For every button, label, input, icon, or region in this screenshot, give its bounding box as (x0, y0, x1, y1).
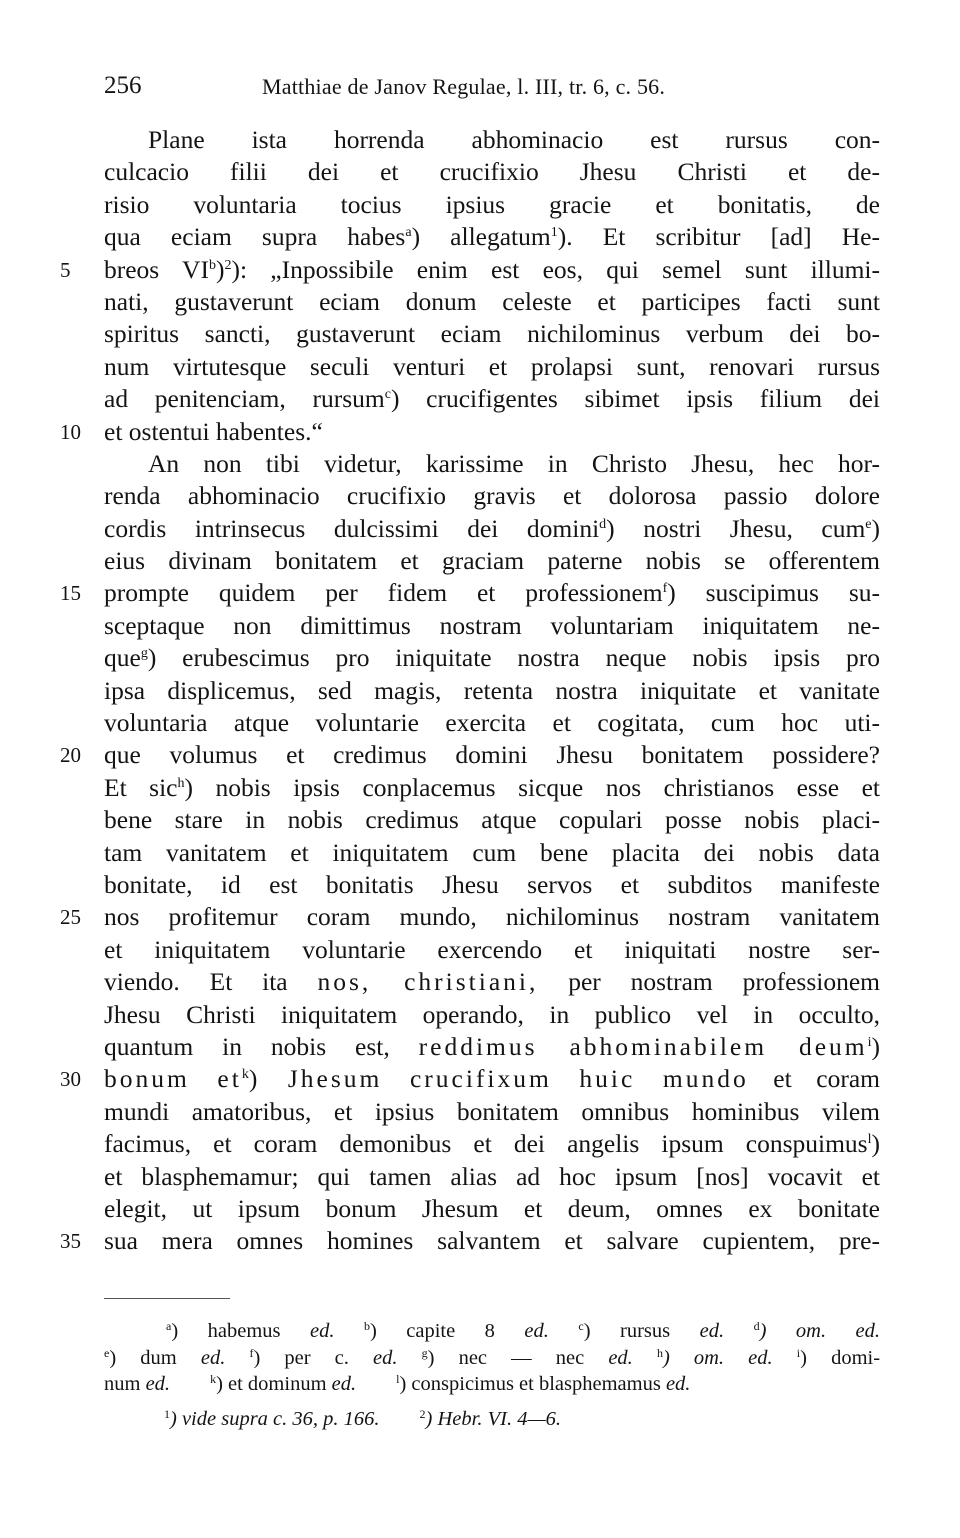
text-line: nati, gustaverunt eciam donum celeste et participes facti sunt (104, 286, 880, 316)
text-line: spiritus sancti, gustaverunt eciam nichilominus verbum dei bo- (104, 319, 880, 349)
spaced-emphasis: bonum et (104, 1064, 242, 1094)
line-number: 25 (60, 905, 81, 930)
spaced-emphasis: reddimus abhominabilem deum (418, 1031, 868, 1061)
variant-marker: e (865, 516, 872, 532)
running-head: Matthiae de Janov Regulae, l. III, tr. 6, c. 56. (262, 74, 666, 99)
variant-marker: l (867, 1132, 872, 1148)
text-line: bonitate, id est bonitatis Jhesu servos et subditos manifeste (104, 869, 880, 899)
line-number: 5 (60, 257, 71, 282)
text-line: 20 que volumus et credimus domini Jhesu bonitatem possidere? (104, 739, 880, 771)
apparatus-line: $^e$) dum ed. $^f$) per c. ed. $^g$) nec — nec ed. $^h$) om. ed. $^i$) domi- (104, 1345, 881, 1369)
text-line: risio voluntaria tocius ipsius gracie et bonitatis, de (104, 189, 880, 219)
text-line: tam vanitatem et iniquitatem cum bene placita dei nobis data (104, 837, 880, 867)
text-line: 25 nos profitemur coram mundo, nichilominus nostram vanitatem (104, 901, 880, 933)
line-number: 30 (60, 1067, 81, 1092)
text-line: et iniquitatem voluntarie exercendo et iniquitati nostre ser- (104, 934, 880, 964)
line-number: 10 (60, 419, 81, 444)
text-line: 5 breos $VI^b)^2$): „Inpossibile enim est eos, qui semel sunt illumi- (104, 254, 880, 286)
spaced-emphasis: ) Jhesum crucifixum huic mundo (248, 1064, 749, 1094)
text-line: et blasphemamur; qui tamen alias ad hoc ipsum [nos] vocavit et (104, 1161, 880, 1191)
note-marker: 2 (224, 257, 232, 273)
text-line: sceptaque non dimittimus nostram voluntariam iniquitatem ne- (104, 610, 880, 640)
text-line: culcacio filii dei et crucifixio Jhesu Christi et de- (104, 157, 880, 187)
text-line: facimus, et coram demonibus et dei angelis ipsum conspuimus$^l$) (104, 1129, 880, 1159)
text-line: 35 sua mera omnes homines salvantem et salvare cupientem, pre- (104, 1225, 880, 1257)
text-line: 15 prompte quidem per fidem et professionem$^f$) suscipimus su- (104, 577, 880, 609)
text-line: quantum in nobis est, reddimus abhominabilem deum$^i$) (104, 1031, 881, 1061)
text-line: bene stare in nobis credimus atque copulari posse nobis placi- (104, 805, 880, 835)
text-line: num virtutesque seculi venturi et prolapsi sunt, renovari rursus (104, 351, 880, 381)
note-marker: 1 (550, 225, 558, 241)
text-line: cordis intrinsecus dulcissimi dei domini$^d$) nostri Jhesu, cum$^e$) (104, 513, 880, 543)
page-number: 256 (104, 72, 142, 99)
spaced-emphasis: nos, christiani, (317, 967, 539, 997)
apparatus-line: num ed. $^k$) et dominum ed. $^l$) conspicimus et blasphemamus ed. (104, 1372, 691, 1395)
text-line: qua eciam supra habes$^a$) allegatum$^1$). Et scribitur [ad] He- (104, 222, 880, 252)
text-line: An non tibi videtur, karissime in Christo Jhesu, hec hor- (148, 448, 880, 478)
variant-apparatus (104, 1318, 880, 1398)
line-number: 20 (60, 743, 81, 768)
text-line: viendo. Et ita nos, christiani, per nostram professionem (104, 967, 880, 997)
line-number: 35 (60, 1229, 81, 1254)
text-line: elegit, ut ipsum bonum Jhesum et deum, omnes ex bonitate (104, 1193, 880, 1223)
text-line: 30 bonum $et^k$) Jhesum crucifixum huic mundo et coram (104, 1063, 880, 1095)
source-notes (164, 1406, 880, 1432)
note-line: $^1$) vide supra c. 36, p. 166. $^2$) Hebr. VI. 4—6. (164, 1407, 562, 1430)
variant-marker: i (867, 1034, 872, 1050)
text-line: Jhesu Christi iniquitatem operando, in publico vel in occulto, (104, 999, 880, 1029)
text-line: que$^g$) erubescimus pro iniquitate nostra neque nobis ipsis pro (104, 643, 880, 673)
variant-marker: g (140, 646, 148, 662)
page-header (104, 72, 884, 106)
text-line: mundi amatoribus, et ipsius bonitatem omnibus hominibus vilem (104, 1096, 880, 1126)
text-line: voluntaria atque voluntarie exercita et cogitata, cum hoc uti- (104, 708, 880, 738)
text-line: ipsa displicemus, sed magis, retenta nostra iniquitate et vanitate (104, 675, 880, 705)
variant-marker: d (599, 516, 607, 532)
text-line: Plane ista horrenda abhominacio est rursus con- (148, 125, 880, 154)
text-line: eius divinam bonitatem et graciam paterne nobis se offerentem (104, 546, 880, 576)
variant-marker: k (241, 1067, 249, 1083)
main-text (60, 124, 881, 1258)
variant-marker: b (208, 257, 216, 273)
variant-marker: h (177, 775, 185, 791)
line-number: 15 (60, 581, 81, 606)
variant-marker: a (405, 225, 412, 241)
variant-marker: c (384, 387, 391, 403)
apparatus-line: $^a$) habemus ed. $^b$) capite 8 ed. $^c$) rursus ed. $^d$) om. ed. (166, 1319, 881, 1342)
text-line: Et sic$^h$) nobis ipsis conplacemus sicque nos christianos esse et (104, 772, 880, 802)
variant-marker: f (662, 581, 668, 597)
footnote-separator (104, 1298, 230, 1299)
text-line: 10 et ostentui habentes.“ (104, 416, 880, 448)
text-line: ad penitenciam, rursum$^c$) crucifigentes sibimet ipsis filium dei (104, 384, 880, 414)
text-line: renda abhominacio crucifixio gravis et dolorosa passio dolore (104, 481, 880, 511)
